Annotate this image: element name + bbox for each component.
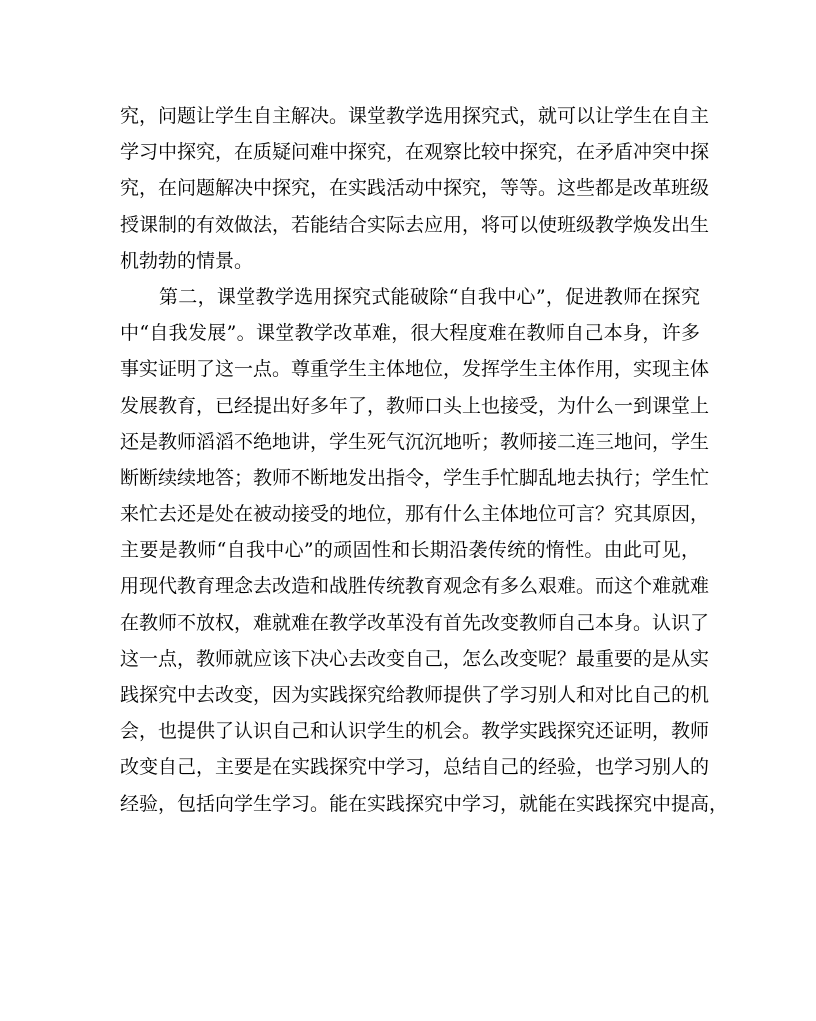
paragraph-2-line-8: 主要是教师“自我中心”的顽固性和长期沿袭传统的惰性。由此可见，	[120, 539, 700, 562]
paragraph-2-line-6: 断断续续地答；教师不断地发出指令，学生手忙脚乱地去执行；学生忙	[120, 466, 710, 489]
paragraph-1-line-4: 授课制的有效做法，若能结合实际去应用，将可以使班级教学焕发出生	[120, 213, 710, 236]
paragraph-1-line-3: 究，在问题解决中探究，在实践活动中探究，等等。这些都是改革班级	[120, 177, 710, 200]
paragraph-2-line-14: 改变自己，主要是在实践探究中学习，总结自己的经验，也学习别人的	[120, 756, 710, 779]
paragraph-2-line-7: 来忙去还是处在被动接受的地位，那有什么主体地位可言？究其原因，	[120, 503, 710, 526]
paragraph-2-line-5: 还是教师滔滔不绝地讲，学生死气沉沉地听；教师接二连三地问，学生	[120, 430, 710, 453]
paragraph-2-line-11: 这一点，教师就应该下决心去改变自己，怎么改变呢？最重要的是从实	[120, 647, 710, 670]
paragraph-1-line-1: 究，问题让学生自主解决。课堂教学选用探究式，就可以让学生在自主	[120, 105, 710, 127]
paragraph-2-line-4: 发展教育，已经提出好多年了，教师口头上也接受，为什么一到课堂上	[120, 394, 710, 417]
paragraph-2-line-13: 会，也提供了认识自己和认识学生的机会。教学实践探究还证明，教师	[120, 720, 710, 743]
paragraph-2-line-2: 中“自我发展”。课堂教学改革难，很大程度难在教师自己本身，许多	[120, 322, 700, 345]
paragraph-2-line-3: 事实证明了这一点。尊重学生主体地位，发挥学生主体作用，实现主体	[120, 358, 710, 381]
paragraph-2-line-1: 第二，课堂教学选用探究式能破除“自我中心”，促进教师在探究	[159, 285, 700, 308]
paragraph-2-line-9: 用现代教育理念去改造和战胜传统教育观念有多么艰难。而这个难就难	[120, 575, 710, 598]
body-text	[120, 98, 729, 822]
paragraph-2-line-12: 践探究中去改变，因为实践探究给教师提供了学习别人和对比自己的机	[120, 684, 710, 706]
paragraph-2-line-15: 经验，包括向学生学习。能在实践探究中学习，就能在实践探究中提高，	[120, 792, 729, 815]
paragraph-2-line-10: 在教师不放权，难就难在教学改革没有首先改变教师自己本身。认识了	[120, 611, 710, 634]
paragraph-1-line-2: 学习中探究，在质疑问难中探究，在观察比较中探究，在矛盾冲突中探	[120, 141, 710, 164]
paragraph-1-line-5: 机勃勃的情景。	[120, 249, 254, 272]
